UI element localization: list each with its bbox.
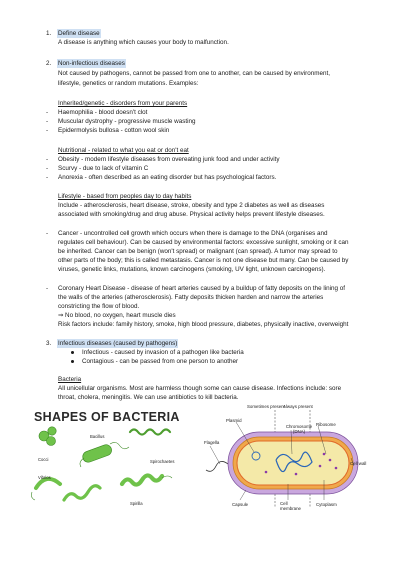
always-present-label: Always present	[283, 404, 313, 409]
genetic-subheading: Inherited/genetic - disorders from your parents	[58, 100, 188, 107]
cancer-line: regulates cell behaviour). Can be caused by environmental factors: excessive sunlight, smoking or it can	[58, 239, 349, 246]
dash-marker: -	[46, 165, 49, 172]
spirilla-illustration	[122, 475, 162, 484]
ribosome-label: Ribosome	[316, 422, 336, 427]
chd-line: Risk factors include: family history, smoke, high blood pressure, diabetes, physically inactive, overweight	[58, 321, 349, 328]
bacillus-illustration	[80, 442, 129, 467]
bacteria-line-2: throat, cholera, meningitis. We can use antibiotics to kill bacteria.	[58, 394, 239, 401]
dash-marker: -	[46, 230, 49, 237]
list-item: Muscular dystrophy - progressive muscle wasting	[58, 118, 196, 125]
section-2-number: 2.	[46, 60, 52, 67]
section-2-intro-line-2: lifestyle, genetics or random mutations. Examples:	[58, 80, 199, 87]
chd-line: ⇒ No blood, no oxygen, heart muscle dies	[58, 312, 176, 319]
section-3-heading: Infectious diseases (caused by pathogens)	[58, 340, 178, 347]
cell-wall-label: Cell wall	[350, 461, 367, 466]
chd-line: constricting the flow of blood.	[58, 303, 140, 310]
section-3-number: 3.	[46, 340, 52, 347]
chd-line: Coronary Heart Disease - disease of heart arteries caused by a buildup of fatty deposits on the lining of	[58, 285, 346, 292]
cytoplasm-label: Cytoplasm	[316, 502, 337, 507]
list-item: Obesity - modern lifestyle diseases from overeating junk food and under activity	[58, 156, 280, 163]
sometimes-present-label: Sometimes present	[247, 404, 285, 409]
list-item: Haemophilia - blood doesn't clot	[58, 109, 148, 116]
lifestyle-line-1: Include - atherosclerosis, heart disease, stroke, obesity and type 2 diabetes as well as diseases	[58, 202, 325, 209]
shapes-of-bacteria-title: SHAPES OF BACTERIA	[34, 410, 180, 424]
spirochaetes-label: Spirochaetes	[150, 459, 175, 464]
cancer-line: Cancer - uncontrolled cell growth which occurs when there is damage to the DNA (organises and	[58, 230, 328, 237]
section-1-body: A disease is anything which causes your body to malfunction.	[58, 39, 229, 46]
cocci-label: Cocci	[38, 457, 49, 462]
section-1-heading: Define disease	[58, 30, 100, 37]
vibrios-label: Vibrios	[38, 475, 51, 480]
nutritional-subheading: Nutritional - related to what you eat or don't eat	[58, 147, 189, 154]
spirochaetes-illustration	[130, 430, 170, 435]
bacteria-subheading: Bacteria	[58, 376, 82, 383]
bullet-marker	[71, 351, 74, 354]
dash-marker: -	[46, 156, 49, 163]
dash-marker: -	[46, 285, 49, 292]
cancer-line: be inherited. Cancer can be benign (won't spread) or malignant (can spread). A tumor may spread to	[58, 248, 338, 255]
bacteria-shapes-illustration	[30, 422, 190, 512]
cancer-line: other parts of the body; this is called metastasis. Cancer is not one disease but many. Can be caused by	[58, 257, 349, 264]
capsule-label: Capsule	[232, 502, 249, 507]
lifestyle-line-2: associated with smoking/drug and drug abuse. Physical activity helps prevent lifestyle diseases.	[58, 211, 325, 218]
chd-line: the walls of the arteries (atherosclerosis). Fatty deposits thicken harden and narrow the arteries	[58, 294, 324, 301]
list-item: Scurvy - due to lack of vitamin C	[58, 165, 149, 172]
section-1-number: 1.	[46, 30, 52, 37]
bacillus-label: Bacillus	[90, 434, 105, 439]
plasmid-label: Plasmid	[226, 418, 242, 423]
chromosome-label: Chromosome (DNA)	[285, 424, 313, 434]
dash-marker: -	[46, 118, 49, 125]
vibrios-illustration	[36, 479, 60, 488]
infectious-bullet: Infectious - caused by invasion of a pathogen like bacteria	[82, 349, 244, 356]
cancer-line: viruses, genetic links, mutations, known carcinogens (smoking, UV light, unknown carcinogens).	[58, 266, 326, 273]
contagious-bullet: Contagious - can be passed from one person to another	[82, 358, 239, 365]
cell-membrane-label: Cell membrane	[280, 501, 301, 511]
list-item: Epidermolysis bullosa - cotton wool skin	[58, 127, 170, 134]
dash-marker: -	[46, 127, 49, 134]
spiral-bacterium-illustration	[64, 486, 100, 500]
dash-marker: -	[46, 109, 49, 116]
list-item: Anorexia - often described as an eating disorder but has psychological factors.	[58, 174, 277, 181]
dash-marker: -	[46, 174, 49, 181]
bullet-marker	[71, 360, 74, 363]
flagella-label: Flagella	[204, 440, 220, 445]
lifestyle-subheading: Lifestyle - based from peoples day to day habits	[58, 193, 192, 200]
bacteria-line-1: All unicellular organisms. Most are harmless though some can cause disease. Infections include: sore	[58, 385, 342, 392]
section-2-heading: Non-infectious diseases	[58, 60, 125, 67]
section-2-intro-line-1: Not caused by pathogens, cannot be passed from one to another, can be caused by environment,	[58, 70, 330, 77]
spirilla-label: Spirilla	[130, 501, 143, 506]
cocci-illustration	[39, 427, 56, 446]
